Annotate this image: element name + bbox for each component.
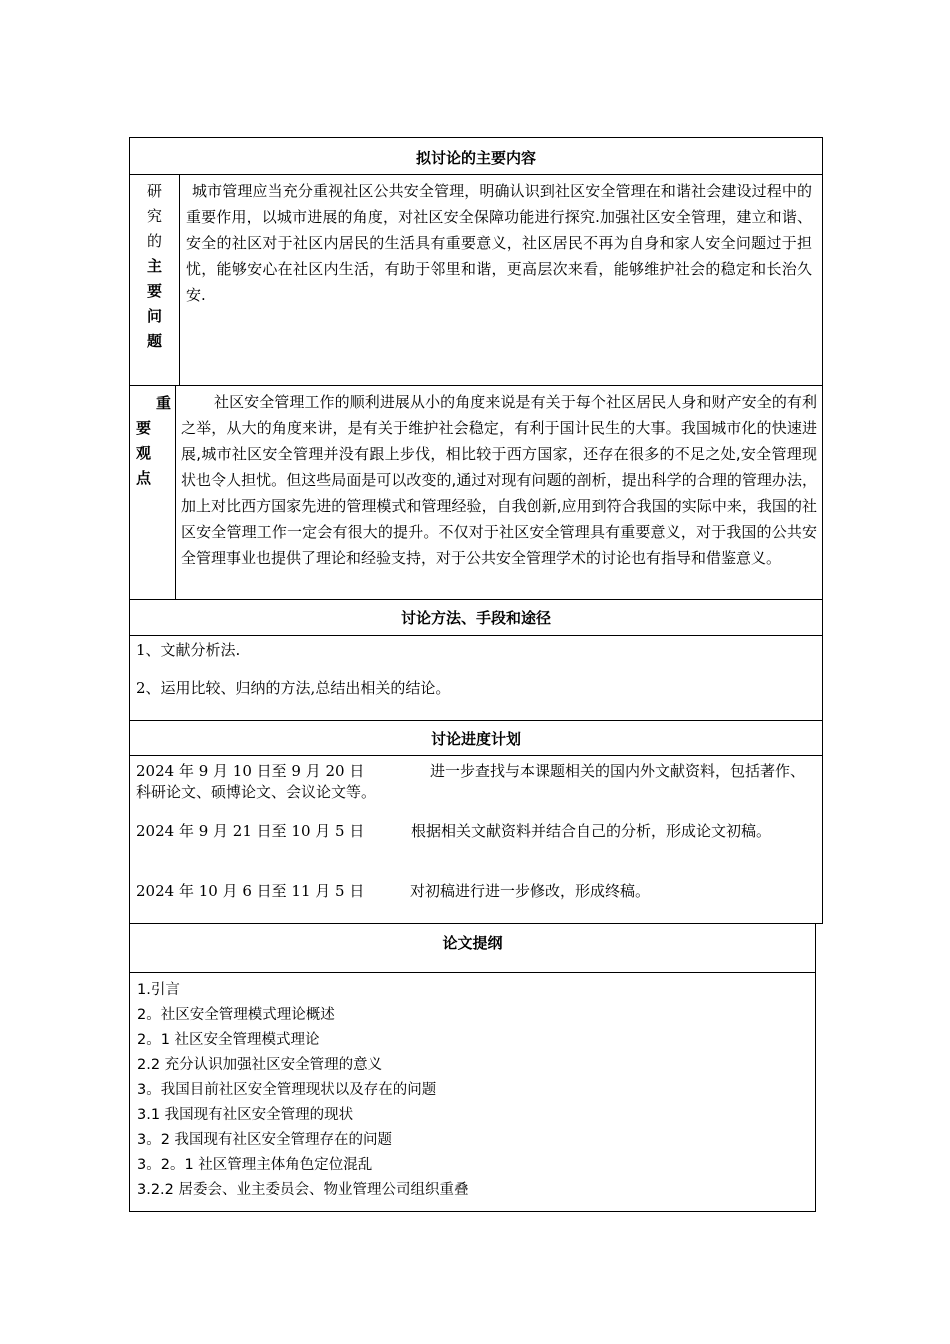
outline-item: 2。社区安全管理模式理论概述	[137, 1007, 335, 1023]
outline-item: 3。我国目前社区安全管理现状以及存在的问题	[137, 1082, 437, 1098]
outline-table	[129, 924, 816, 1212]
research-question-label: 研 究 的 主 要 问 题	[146, 182, 162, 350]
divider	[130, 174, 822, 175]
methods-title: 讨论方法、手段和途径	[400, 609, 551, 627]
methods-item: 2、运用比较、归纳的方法,总结出相关的结论。	[136, 679, 451, 697]
key-views-label: 重	[155, 394, 171, 412]
divider	[130, 972, 815, 973]
main-content-title: 拟讨论的主要内容	[415, 149, 536, 167]
research-question-text: 城市管理应当充分重视社区公共安全管理，明确认识到社区安全管理在和谐社会建设过程中的重要作用，以城市进展的角度，对社区安全保障功能进行探究.加强社区安全管理，建立和谐、安全的社区对于社区内居民的生活具有重要意义，社区居民不再为自身和家人安全问题过于担忧，能够安心在社区内生活，有助于邻里和谐，更高层次来看，能够维护社会的稳定和长治久安.	[186, 182, 812, 304]
schedule-period: 2024 年 9 月 10 日至 9 月 20 日	[136, 762, 365, 780]
column-divider	[175, 385, 176, 599]
outline-title: 论文提纲	[442, 934, 503, 952]
divider	[130, 599, 822, 600]
outline-item: 2。1 社区安全管理模式理论	[137, 1032, 320, 1048]
outline-item: 2.2 充分认识加强社区安全管理的意义	[137, 1057, 383, 1073]
divider	[130, 635, 822, 636]
schedule-period: 2024 年 9 月 21 日至 10 月 5 日	[136, 822, 365, 840]
schedule-task: 对初稿进行进一步修改，形成终稿。	[410, 882, 651, 900]
divider	[130, 385, 822, 386]
schedule-period: 2024 年 10 月 6 日至 11 月 5 日	[136, 882, 365, 900]
outline-item: 3。2。1 社区管理主体角色定位混乱	[137, 1157, 373, 1173]
outline-item: 1.引言	[137, 982, 180, 998]
divider	[130, 755, 822, 756]
schedule-title: 讨论进度计划	[430, 730, 521, 748]
outline-item: 3。2 我国现有社区安全管理存在的问题	[137, 1132, 393, 1148]
key-views-text: 社区安全管理工作的顺利进展从小的角度来说是有关于每个社区居民人身和财产安全的有利之举，从大的角度来讲，是有关于维护社会稳定，有利于国计民生的大事。我国城市化的快速进展,城市社区安全管理并没有跟上步伐，相比较于西方国家，还存在很多的不足之处,安全管理现状也令人担忧。但这些局面是可以改变的,通过对现有问题的剖析，提出科学的合理的管理办法，加上对比西方国家先进的管理模式和管理经验，自我创新,应用到符合我国的实际中来，我国的社区安全管理工作一定会有很大的提升。不仅对于社区安全管理具有重要意义，对于我国的公共安全管理事业也提供了理论和经验支持，对于公共安全管理学术的讨论也有指导和借鉴意义。	[181, 393, 817, 567]
outline-item: 3.2.2 居委会、业主委员会、物业管理公司组织重叠	[137, 1182, 469, 1198]
divider	[130, 720, 822, 721]
schedule-task: 进一步查找与本课题相关的国内外文献资料，包括著作、科研论文、硕博论文、会议论文等。	[136, 762, 806, 801]
outline-item: 3.1 我国现有社区安全管理的现状	[137, 1107, 354, 1123]
proposal-table	[129, 137, 823, 924]
key-views-label-rest: 要 观 点	[136, 419, 152, 487]
schedule-task: 根据相关文献资料并结合自己的分析，形成论文初稿。	[411, 822, 772, 840]
methods-item: 1、文献分析法.	[136, 641, 241, 659]
column-divider	[179, 174, 180, 385]
